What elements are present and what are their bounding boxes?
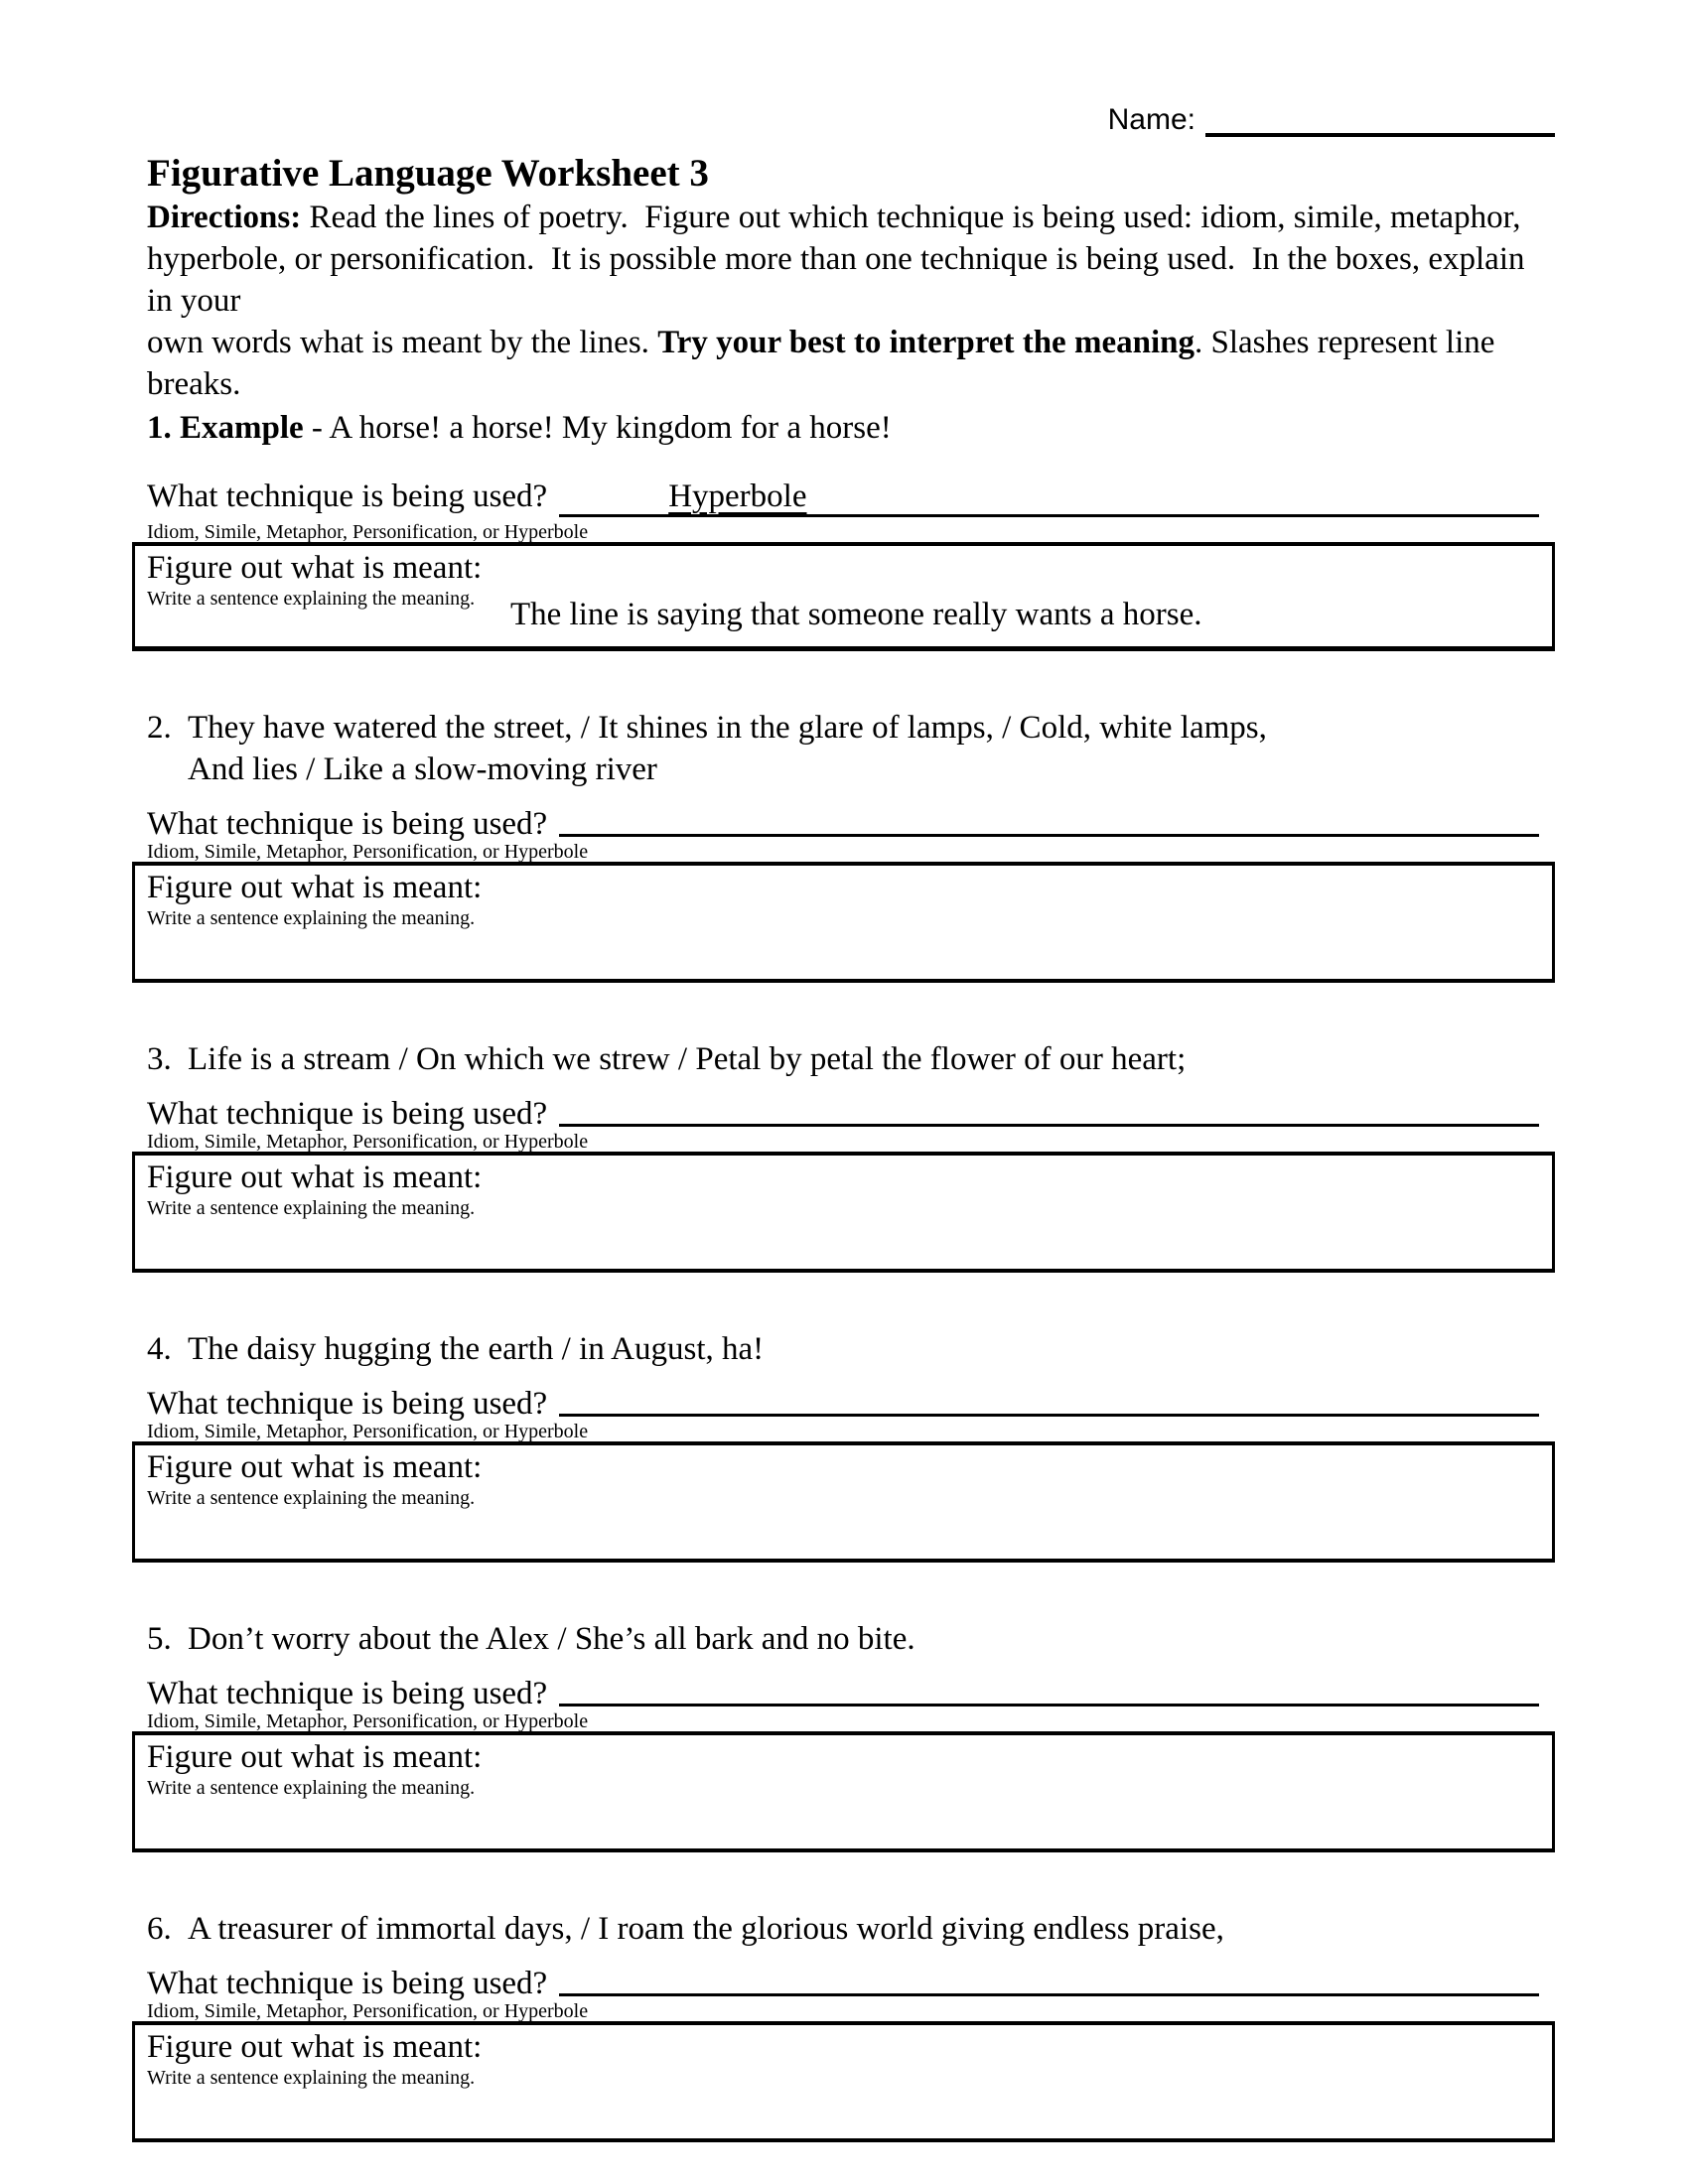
question-line: They have watered the street, / It shines in the glare of lamps, / Cold, white lamps, And lies / Like a slow-moving river [188, 710, 1267, 787]
technique-row [147, 806, 1539, 842]
technique-row [147, 1676, 1539, 1711]
technique-row [147, 1096, 1539, 1132]
directions-bold-text: Try your best to interpret the meaning [657, 325, 1195, 360]
question-number: 6. [147, 1911, 172, 1947]
directions [147, 197, 1557, 405]
technique-options-hint: Idiom, Simile, Metaphor, Personification, or Hyperbole [147, 841, 589, 863]
question-2 [132, 707, 1555, 983]
box-title: Figure out what is meant: [147, 1739, 483, 1775]
question-number: 1. Example [147, 410, 304, 446]
technique-options-hint: Idiom, Simile, Metaphor, Personification, or Hyperbole [147, 521, 589, 543]
question-number: 5. [147, 1621, 172, 1657]
technique-question-label: What technique is being used? [147, 478, 548, 514]
question-text [147, 1328, 1555, 1370]
question-number: 3. [147, 1041, 172, 1077]
technique-question-label: What technique is being used? [147, 1096, 548, 1132]
question-text [147, 707, 1555, 790]
technique-options-hint: Idiom, Simile, Metaphor, Personification, or Hyperbole [147, 1421, 589, 1442]
question-4 [132, 1328, 1555, 1563]
box-title: Figure out what is meant: [147, 550, 483, 586]
box-hint: Write a sentence explaining the meaning. [147, 1777, 476, 1799]
box-hint: Write a sentence explaining the meaning. [147, 2067, 476, 2089]
meaning-answer-box[interactable] [132, 2021, 1555, 2142]
written-technique-answer: Hyperbole [668, 478, 807, 514]
technique-row [147, 1386, 1539, 1422]
box-hint: Write a sentence explaining the meaning. [147, 1197, 476, 1219]
technique-question-label: What technique is being used? [147, 1966, 548, 2001]
technique-answer-line[interactable] [559, 1966, 1539, 1996]
technique-question-label: What technique is being used? [147, 806, 548, 842]
directions-label: Directions: [147, 200, 302, 235]
question-text [147, 1618, 1555, 1660]
question-text [147, 1908, 1555, 1950]
box-title: Figure out what is meant: [147, 1160, 483, 1195]
question-number: 4. [147, 1331, 172, 1367]
technique-answer-line[interactable] [559, 806, 1539, 837]
technique-row [147, 1966, 1539, 2001]
directions-text: Read the lines of poetry. Figure out which technique is being used: idiom, simile, metaphor, hyperbole, or personification. It is possible more than one technique is being used. In the boxes, explain in your own words what is meant by the lines. [147, 200, 1525, 360]
question-6 [132, 1908, 1555, 2142]
question-line: A treasurer of immortal days, / I roam the glorious world giving endless praise, [188, 1911, 1224, 1947]
question-line: - A horse! a horse! My kingdom for a horse! [303, 410, 892, 446]
name-row [132, 103, 1555, 137]
box-hint: Write a sentence explaining the meaning. [147, 588, 476, 610]
technique-answer-line[interactable] [559, 1676, 1539, 1706]
technique-question-label: What technique is being used? [147, 1676, 548, 1711]
question-1-example [132, 407, 1555, 651]
technique-answer-line[interactable] [559, 478, 1539, 517]
name-label: Name: [1107, 103, 1196, 136]
question-line: The daisy hugging the earth / in August, ha! [188, 1331, 765, 1367]
question-text [147, 1038, 1555, 1080]
technique-row [147, 478, 1539, 522]
meaning-answer-box[interactable] [132, 1441, 1555, 1563]
meaning-answer-box[interactable] [132, 1731, 1555, 1852]
box-title: Figure out what is meant: [147, 1449, 483, 1485]
question-3 [132, 1038, 1555, 1273]
box-title: Figure out what is meant: [147, 870, 483, 905]
technique-answer-line[interactable] [559, 1386, 1539, 1417]
meaning-answer-box[interactable] [132, 862, 1555, 983]
box-title: Figure out what is meant: [147, 2029, 483, 2065]
meaning-answer-box[interactable] [132, 1152, 1555, 1273]
box-hint: Write a sentence explaining the meaning. [147, 1487, 476, 1509]
name-input-line[interactable] [1205, 107, 1555, 137]
technique-options-hint: Idiom, Simile, Metaphor, Personification, or Hyperbole [147, 1131, 589, 1153]
question-5 [132, 1618, 1555, 1852]
written-meaning-answer: The line is saying that someone really wants a horse. [510, 597, 1202, 632]
technique-options-hint: Idiom, Simile, Metaphor, Personification, or Hyperbole [147, 2000, 589, 2022]
technique-answer-line[interactable] [559, 1096, 1539, 1127]
meaning-answer-box[interactable] [132, 542, 1555, 651]
question-number: 2. [147, 710, 172, 746]
technique-options-hint: Idiom, Simile, Metaphor, Personification, or Hyperbole [147, 1710, 589, 1732]
page-title: Figurative Language Worksheet 3 [147, 152, 709, 195]
question-text [147, 407, 1555, 449]
question-line: Life is a stream / On which we strew / Petal by petal the flower of our heart; [188, 1041, 1187, 1077]
question-line: Don’t worry about the Alex / She’s all bark and no bite. [188, 1621, 915, 1657]
directions-end-text: . Slashes represent line breaks. [147, 325, 1503, 402]
box-hint: Write a sentence explaining the meaning. [147, 907, 476, 929]
technique-question-label: What technique is being used? [147, 1386, 548, 1422]
